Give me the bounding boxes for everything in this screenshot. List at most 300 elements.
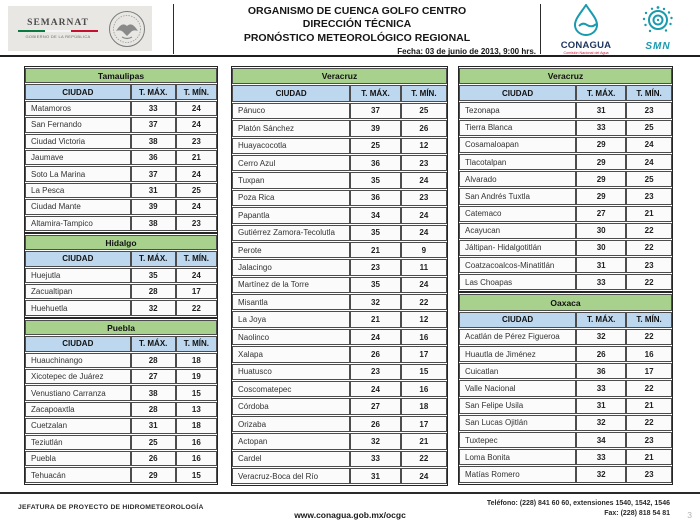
city-cell: Perote [232,242,350,258]
city-cell: Zacapoaxtla [25,402,131,417]
column-header-tmax: T. MÁX. [576,312,626,328]
tmin-cell: 23 [176,216,217,231]
column-header-city: CIUDAD [25,84,131,99]
city-cell: San Fernando [25,117,131,132]
tmin-cell: 22 [626,274,672,290]
tmax-cell: 26 [350,346,401,362]
column-header-tmin: T. MÍN. [401,85,447,101]
table-row [459,380,672,396]
forecast-table-veracruz [458,66,673,292]
tmax-cell: 23 [350,364,401,380]
city-cell: Acayucan [459,223,576,239]
tmin-cell: 16 [626,346,672,362]
tmax-cell: 30 [576,223,626,239]
column-header-row [25,84,217,99]
state-header: Veracruz [232,68,447,84]
state-header: Puebla [25,320,217,335]
tmin-cell: 24 [176,117,217,132]
tmax-cell: 25 [131,435,176,450]
table-row [25,353,217,368]
tmax-cell: 28 [131,353,176,368]
table-row [459,449,672,465]
city-cell: Cuicatlan [459,363,576,379]
column-header-tmin: T. MÍN. [626,85,672,101]
city-cell: Platón Sánchez [232,120,350,136]
tmin-cell: 16 [176,435,217,450]
tmin-cell: 22 [401,294,447,310]
city-cell: Coscomatepec [232,381,350,397]
table-row [25,117,217,132]
table-row [25,369,217,384]
header-divider-left [173,4,174,54]
tmin-cell: 24 [176,166,217,181]
tmax-cell: 39 [350,120,401,136]
tmax-cell: 34 [576,432,626,448]
tmin-cell: 22 [626,380,672,396]
tmin-cell: 25 [176,183,217,198]
table-row [459,398,672,414]
tmax-cell: 27 [131,369,176,384]
city-cell: Teziutlán [25,435,131,450]
forecast-table-hidalgo [24,233,218,318]
column-header-city: CIUDAD [232,85,350,101]
tmin-cell: 19 [176,369,217,384]
city-cell: Cerro Azul [232,155,350,171]
tmin-cell: 22 [176,300,217,315]
table-row [459,329,672,345]
table-row [232,381,447,397]
table-row [25,385,217,400]
table-row [459,120,672,136]
smn-spiral-icon [640,4,676,38]
city-cell: Tuxtepec [459,432,576,448]
table-row [232,346,447,362]
tmin-cell: 18 [176,418,217,433]
city-cell: San Andrés Tuxtla [459,188,576,204]
tmax-cell: 33 [131,101,176,116]
tmin-cell: 21 [626,449,672,465]
table-row [232,433,447,449]
tmax-cell: 38 [131,216,176,231]
table-row [232,329,447,345]
table-row [25,300,217,315]
tmax-cell: 29 [576,154,626,170]
city-cell: Tlacotalpan [459,154,576,170]
city-cell: Huauchinango [25,353,131,368]
city-cell: Tehuacán [25,467,131,482]
city-cell: Las Choapas [459,274,576,290]
tmax-cell: 37 [131,166,176,181]
tmax-cell: 36 [576,363,626,379]
table-row [459,206,672,222]
tmax-cell: 32 [131,300,176,315]
state-header: Veracruz [459,68,672,84]
org-title: ORGANISMO DE CUENCA GOLFO CENTRO [247,5,467,17]
tmin-cell: 24 [176,101,217,116]
table-row [459,223,672,239]
page-footer [0,492,700,525]
table-row [232,277,447,293]
tmax-cell: 32 [576,329,626,345]
tmax-cell: 32 [576,466,626,482]
city-cell: Valle Nacional [459,380,576,396]
column-header-tmin: T. MÍN. [176,84,217,99]
tmin-cell: 21 [626,206,672,222]
footer-url: www.conagua.gob.mx/ocgc [294,510,406,520]
mexico-eagle-seal-icon [108,10,146,48]
tmin-cell: 16 [401,381,447,397]
smn-logo [626,4,690,54]
tmin-cell: 23 [626,188,672,204]
tmax-cell: 31 [131,418,176,433]
tmax-cell: 26 [350,416,401,432]
forecast-table-oaxaca [458,292,673,484]
state-header: Oaxaca [459,294,672,310]
column-header-tmin: T. MÍN. [176,336,217,351]
tmax-cell: 33 [576,449,626,465]
tmin-cell: 11 [401,259,447,275]
city-cell: Misantla [232,294,350,310]
city-cell: Huatusco [232,364,350,380]
tmin-cell: 24 [401,207,447,223]
table-row [459,154,672,170]
tmax-cell: 24 [350,329,401,345]
conagua-title: CONAGUA [560,40,612,51]
city-cell: Altamira-Tampico [25,216,131,231]
tmin-cell: 25 [401,103,447,119]
tmax-cell: 31 [350,468,401,484]
table-row [25,418,217,433]
tmin-cell: 15 [176,385,217,400]
tmin-cell: 16 [401,329,447,345]
tmax-cell: 29 [131,467,176,482]
city-cell: Orizaba [232,416,350,432]
table-row [25,467,217,482]
city-cell: Huehuetla [25,300,131,315]
column-header-tmax: T. MÁX. [131,84,176,99]
state-header: Tamaulipas [25,68,217,83]
column-header-tmax: T. MÁX. [131,336,176,351]
table-row [459,257,672,273]
tmin-cell: 21 [176,150,217,165]
table-row [232,155,447,171]
table-row [25,268,217,283]
tmin-cell: 12 [401,311,447,327]
tricolor-rule [18,30,98,32]
city-cell: Matías Romero [459,466,576,482]
city-cell: Xalapa [232,346,350,362]
footer-department: JEFATURA DE PROYECTO DE HIDROMETEOROLOGÍA [18,504,204,511]
table-row [459,432,672,448]
table-row [459,466,672,482]
tmax-cell: 36 [350,190,401,206]
footer-phone: Teléfono: (228) 841 60 60, extensiones 1540, 1542, 1546 [486,500,670,507]
city-cell: Matamoros [25,101,131,116]
tmax-cell: 25 [350,138,401,154]
city-cell: Loma Bonita [459,449,576,465]
city-cell: Jaumave [25,150,131,165]
city-cell: Puebla [25,451,131,466]
tmax-cell: 26 [131,451,176,466]
city-cell: Tierra Blanca [459,120,576,136]
table-row [25,183,217,198]
city-cell: Catemaco [459,206,576,222]
tmin-cell: 23 [626,432,672,448]
city-cell: La Pesca [25,183,131,198]
tmax-cell: 26 [576,346,626,362]
semarnat-logo [8,6,152,51]
tmin-cell: 24 [401,468,447,484]
tmax-cell: 31 [576,102,626,118]
city-cell: Zacualtipan [25,284,131,299]
tmax-cell: 38 [131,134,176,149]
tmin-cell: 23 [626,466,672,482]
table-row [232,172,447,188]
semarnat-wordmark [14,18,102,39]
table-row [459,171,672,187]
table-row [25,199,217,214]
tmin-cell: 24 [401,172,447,188]
tmin-cell: 22 [626,329,672,345]
tmax-cell: 27 [350,398,401,414]
report-date: Fecha: 03 de junio de 2013, 9:00 hrs. [397,47,536,57]
city-cell: Actopan [232,433,350,449]
city-cell: Jalacingo [232,259,350,275]
city-cell: Coatzacoalcos-Minatitlán [459,257,576,273]
tmax-cell: 38 [131,385,176,400]
tmin-cell: 17 [176,284,217,299]
tmax-cell: 33 [576,120,626,136]
tmax-cell: 33 [576,380,626,396]
tmin-cell: 23 [401,190,447,206]
city-cell: Ciudad Victoria [25,134,131,149]
city-cell: Huayacocotla [232,138,350,154]
table-row [25,435,217,450]
table-row [232,207,447,223]
tmax-cell: 36 [350,155,401,171]
tmax-cell: 31 [576,257,626,273]
table-row [232,416,447,432]
table-row [232,259,447,275]
tmax-cell: 35 [350,172,401,188]
report-title-block [176,5,538,56]
tmax-cell: 21 [350,311,401,327]
report-title: PRONÓSTICO METEOROLÓGICO REGIONAL [243,31,471,44]
state-header: Hidalgo [25,235,217,250]
table-row [459,188,672,204]
column-header-city: CIUDAD [459,85,576,101]
table-row [232,103,447,119]
page-header [0,0,700,57]
city-cell: Soto La Marina [25,166,131,181]
conagua-drop-icon [569,4,603,36]
column-header-tmin: T. MÍN. [626,312,672,328]
table-row [459,274,672,290]
city-cell: Tuxpan [232,172,350,188]
conagua-subtitle: Comisión Nacional del Agua [563,51,609,55]
city-cell: Naolinco [232,329,350,345]
city-cell: Cosamaloapan [459,137,576,153]
tmin-cell: 18 [176,353,217,368]
tmin-cell: 21 [401,433,447,449]
smn-title: SMN [645,41,671,52]
tmin-cell: 17 [401,416,447,432]
city-cell: Alvarado [459,171,576,187]
table-row [232,398,447,414]
city-cell: Cardel [232,451,350,467]
tmax-cell: 32 [576,415,626,431]
table-row [232,451,447,467]
tables-column-left [24,66,218,485]
city-cell: Poza Rica [232,190,350,206]
tmax-cell: 35 [350,277,401,293]
table-row [459,363,672,379]
column-header-row [459,312,672,328]
footer-fax: Fax: (228) 818 54 81 [604,510,670,518]
table-row [25,451,217,466]
city-cell: Pánuco [232,103,350,119]
tmin-cell: 24 [626,137,672,153]
tmax-cell: 35 [350,225,401,241]
tmax-cell: 39 [131,199,176,214]
tmax-cell: 37 [350,103,401,119]
tmin-cell: 25 [626,171,672,187]
column-header-tmin: T. MÍN. [176,251,217,266]
table-row [459,137,672,153]
tmin-cell: 24 [176,268,217,283]
tmin-cell: 12 [401,138,447,154]
tmin-cell: 22 [626,223,672,239]
table-row [232,138,447,154]
city-cell: Venustiano Carranza [25,385,131,400]
tmax-cell: 27 [576,206,626,222]
table-row [232,242,447,258]
table-row [459,102,672,118]
table-row [232,311,447,327]
city-cell: Gutiérrez Zamora-Tecolutla [232,225,350,241]
table-row [232,225,447,241]
tmin-cell: 9 [401,242,447,258]
tmin-cell: 24 [401,225,447,241]
city-cell: San Felipe Usila [459,398,576,414]
column-header-city: CIUDAD [25,251,131,266]
forecast-table-veracruz [231,66,448,486]
city-cell: Acatlán de Pérez Figueroa [459,329,576,345]
tmin-cell: 24 [176,199,217,214]
column-header-city: CIUDAD [459,312,576,328]
tmax-cell: 28 [131,284,176,299]
forecast-table-puebla [24,318,218,485]
conagua-logo [550,4,622,54]
table-row [25,166,217,181]
tmin-cell: 23 [401,155,447,171]
direction-title: DIRECCIÓN TÉCNICA [302,18,412,31]
table-row [459,240,672,256]
column-header-tmax: T. MÁX. [576,85,626,101]
tmin-cell: 23 [626,102,672,118]
city-cell: Huautla de Jiménez [459,346,576,362]
tmax-cell: 23 [350,259,401,275]
table-row [232,468,447,484]
city-cell: Veracruz-Boca del Río [232,468,350,484]
tmax-cell: 37 [131,117,176,132]
table-row [25,284,217,299]
table-row [232,294,447,310]
tmax-cell: 35 [131,268,176,283]
tmin-cell: 24 [626,154,672,170]
city-cell: Ciudad Mante [25,199,131,214]
tmin-cell: 17 [626,363,672,379]
table-row [25,150,217,165]
tmax-cell: 31 [576,398,626,414]
tmin-cell: 15 [401,364,447,380]
tmax-cell: 32 [350,433,401,449]
column-header-row [25,251,217,266]
table-row [232,120,447,136]
column-header-row [459,85,672,101]
table-row [459,346,672,362]
table-row [232,190,447,206]
tmin-cell: 13 [176,402,217,417]
column-header-tmax: T. MÁX. [131,251,176,266]
table-row [25,216,217,231]
tmin-cell: 23 [626,257,672,273]
city-cell: La Joya [232,311,350,327]
column-header-city: CIUDAD [25,336,131,351]
city-cell: Córdoba [232,398,350,414]
tmin-cell: 18 [401,398,447,414]
city-cell: Xicotepec de Juárez [25,369,131,384]
city-cell: Jáltipan- Hidalgotitlán [459,240,576,256]
tmax-cell: 29 [576,137,626,153]
column-header-row [232,85,447,101]
city-cell: Papantla [232,207,350,223]
city-cell: Cuetzalan [25,418,131,433]
tmax-cell: 28 [131,402,176,417]
city-cell: Huejutla [25,268,131,283]
tmax-cell: 29 [576,171,626,187]
column-header-row [25,336,217,351]
page-number: 3 [687,510,692,520]
tmin-cell: 22 [401,451,447,467]
tmin-cell: 15 [176,467,217,482]
city-cell: Tezonapa [459,102,576,118]
table-row [25,101,217,116]
tmax-cell: 31 [131,183,176,198]
tmax-cell: 33 [576,274,626,290]
tmin-cell: 22 [626,415,672,431]
tmin-cell: 22 [626,240,672,256]
table-row [25,134,217,149]
tables-column-middle [231,66,448,486]
table-row [25,402,217,417]
tmin-cell: 17 [401,346,447,362]
tmin-cell: 21 [626,398,672,414]
column-header-tmax: T. MÁX. [350,85,401,101]
forecast-table-tamaulipas [24,66,218,233]
tmax-cell: 36 [131,150,176,165]
table-row [232,364,447,380]
tmin-cell: 16 [176,451,217,466]
tmax-cell: 24 [350,381,401,397]
tmin-cell: 24 [401,277,447,293]
tmax-cell: 29 [576,188,626,204]
table-row [459,415,672,431]
tmax-cell: 21 [350,242,401,258]
semarnat-title: SEMARNAT [27,18,89,28]
tmin-cell: 25 [626,120,672,136]
tmax-cell: 33 [350,451,401,467]
